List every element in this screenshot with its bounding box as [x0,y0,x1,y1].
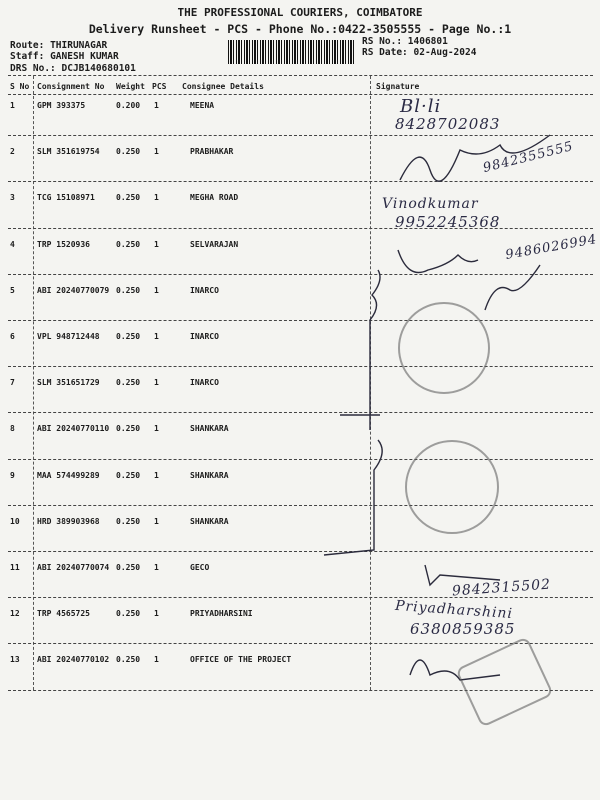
consignee-name: MEENA [190,101,215,110]
company-stamp [405,440,499,534]
weight-value: 0.250 [116,516,141,526]
consignee-name: PRIYADHARSINI [190,609,253,619]
company-stamp [398,302,490,394]
signature-name: Vinodkumar [382,196,479,212]
route-label: Route: THIRUNAGAR [10,40,108,51]
consignment-number: HRD 389903968 [37,516,100,526]
weight-value: 0.250 [116,655,141,665]
consignee-name: INARCO [190,332,219,341]
weight-value: 0.250 [116,332,141,341]
serial-number: 13 [10,655,20,665]
consignment-number: TRP 1520936 [37,239,90,249]
weight-value: 0.250 [116,193,141,203]
consignment-number: ABI 20240770102 [37,655,110,665]
weight-value: 0.250 [116,609,141,619]
pieces-count: 1 [154,332,159,341]
serial-number: 12 [10,609,20,619]
col-sno: S No [10,82,30,91]
pieces-count: 1 [154,516,159,526]
weight-value: 0.200 [116,101,141,110]
pieces-count: 1 [154,609,159,619]
col-consignee: Consignee Details [182,82,264,91]
weight-value: 0.250 [116,285,141,295]
pieces-count: 1 [154,470,159,480]
pieces-count: 1 [154,378,159,388]
sheet-title: Delivery Runsheet - PCS - Phone No.:0422-3505555 - Page No.:1 [88,22,512,36]
col-signature: Signature [376,82,420,91]
serial-number: 2 [10,147,15,157]
consignment-number: SLM 351651729 [37,378,100,388]
pieces-count: 1 [154,285,159,295]
serial-number: 1 [10,101,15,110]
pieces-count: 1 [154,239,159,249]
col-pcs: PCS [152,82,167,91]
weight-value: 0.250 [116,424,141,434]
weight-value: 0.250 [116,147,141,157]
signature-phone: 9842355555 [481,139,576,176]
staff-label: Staff: GANESH KUMAR [10,51,119,62]
signature-phone: 6380859385 [410,620,516,638]
serial-number: 7 [10,378,15,388]
consignee-name: SHANKARA [190,516,229,526]
consignee-name: MEGHA ROAD [190,193,239,203]
serial-number: 4 [10,239,15,249]
serial-number: 11 [10,563,20,572]
consignee-name: SHANKARA [190,424,229,434]
serial-number: 10 [10,516,20,526]
rs-date: RS Date: 02-Aug-2024 [362,47,477,58]
signature-phone: 9486026994 [504,232,599,263]
company-title: THE PROFESSIONAL COURIERS, COIMBATORE [177,6,423,19]
drs-number: DRS No.: DCJB140680101 [10,63,136,74]
serial-number: 5 [10,285,15,295]
col-weight: Weight [116,82,145,91]
signature-phone: 8428702083 [395,115,501,133]
consignee-name: SELVARAJAN [190,239,239,249]
consignee-name: PRABHAKAR [190,147,234,157]
consignee-name: OFFICE OF THE PROJECT [190,655,292,665]
consignment-number: TCG 15108971 [37,193,95,203]
pieces-count: 1 [154,424,159,434]
signature-mark: Bl·li [400,96,442,117]
consignment-number: TRP 4565725 [37,609,90,619]
consignee-name: GECO [190,563,210,572]
consignment-number: ABI 20240770079 [37,285,110,295]
signature-phone: 9952245368 [395,213,501,231]
pieces-count: 1 [154,101,159,110]
pieces-count: 1 [154,193,159,203]
consignee-name: INARCO [190,378,219,388]
pieces-count: 1 [154,147,159,157]
consignee-name: INARCO [190,285,219,295]
rs-number: RS No.: 1406801 [362,36,448,47]
consignment-number: ABI 20240770110 [37,424,110,434]
consignment-number: GPM 393375 [37,101,86,110]
weight-value: 0.250 [116,470,141,480]
weight-value: 0.250 [116,378,141,388]
consignment-number: SLM 351619754 [37,147,100,157]
signature-name: Priyadharshini [394,597,514,623]
consignment-number: MAA 574499289 [37,470,100,480]
col-consignment: Consignment No [37,82,105,91]
serial-number: 9 [10,470,15,480]
weight-value: 0.250 [116,239,141,249]
serial-number: 6 [10,332,15,341]
pieces-count: 1 [154,655,159,665]
consignment-number: VPL 948712448 [37,332,100,341]
weight-value: 0.250 [116,563,141,572]
consignment-number: ABI 20240770074 [37,563,110,572]
signature-phone: 9842315502 [451,576,552,600]
serial-number: 8 [10,424,15,434]
consignee-name: SHANKARA [190,470,229,480]
serial-number: 3 [10,193,15,203]
pieces-count: 1 [154,563,159,572]
